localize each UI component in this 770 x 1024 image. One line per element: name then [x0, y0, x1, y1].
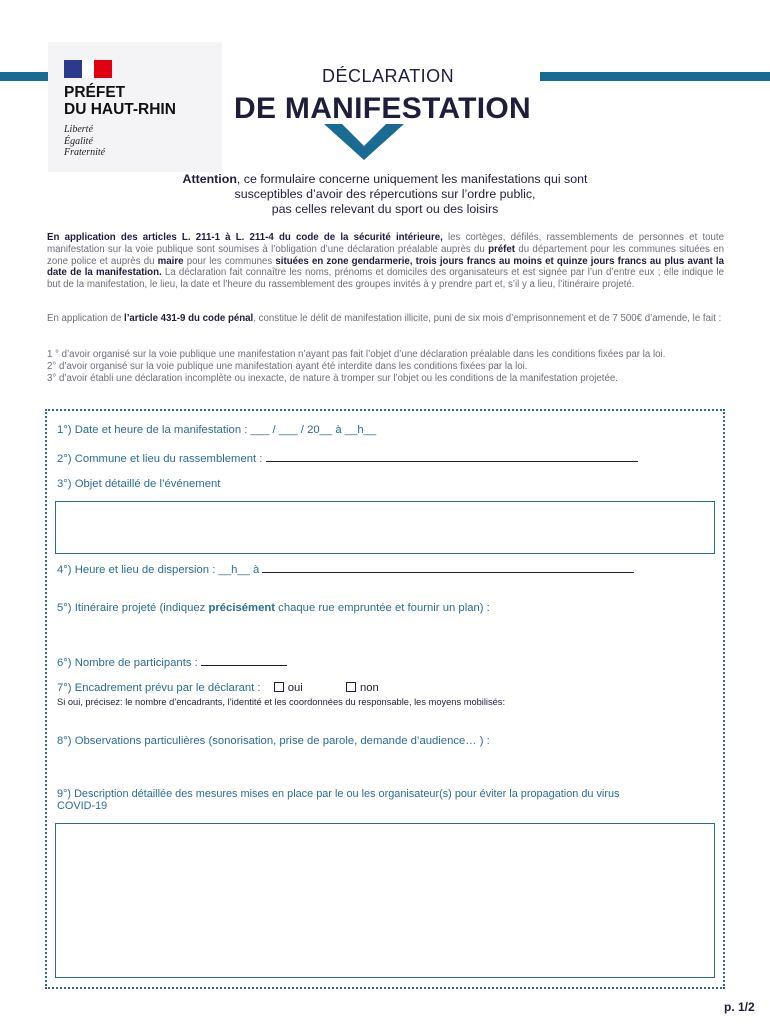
event-object-textbox[interactable] [55, 501, 715, 554]
rally-location-input[interactable] [266, 451, 638, 462]
field-label: 4°) Heure et lieu de dispersion : __h__ à [57, 564, 260, 576]
field-dispersion-label [57, 562, 634, 576]
legal-text: pour les communes [183, 255, 276, 267]
field-route-label [57, 602, 490, 614]
attention-line2: susceptibles d’avoir des répercutions sur l’ordre public, [234, 187, 536, 201]
legal-ref-penal-code: l’article 431-9 du code pénal [124, 313, 254, 324]
page-number: p. 1/2 [724, 1000, 755, 1014]
legal-text: du département pour les communes situées en zone police et auprès du [47, 243, 724, 267]
prefecture-logo [48, 42, 222, 172]
declaration-form [45, 409, 725, 989]
field-label: 5°) Itinéraire projeté (indiquez [57, 602, 209, 614]
legal-paragraph-1 [47, 232, 724, 291]
republic-motto [64, 124, 105, 159]
checkbox-oui-label: oui [287, 682, 303, 694]
checkbox-non-label: non [359, 682, 379, 694]
field-supervision-label [57, 682, 379, 694]
offense-item-1: 1 ° d’avoir organisé sur la voie publique une manifestation n’ayant pas fait l’objet d’une déclaration préalable dans les conditions fixées par la loi. [47, 349, 666, 360]
field-label: 6°) Nombre de participants : [57, 657, 198, 669]
field-participants-label [57, 655, 287, 669]
supervision-instructions: Si oui, précisez: le nombre d’encadrants, l’identité et les coordonnées du responsable, les moyens mobilisés: [57, 697, 506, 707]
legal-paragraph-2 [47, 313, 724, 325]
field-observations-label: 8°) Observations particulières (sonorisation, prise de parole, demande d’audience… ) : [57, 735, 490, 747]
field-event-object-label: 3°) Objet détaillé de l’événement [57, 478, 221, 490]
motto-egalite: Égalité [64, 135, 93, 147]
legal-text: La déclaration fait connaître les noms, prénoms et domiciles des organisateurs et est signée par l’un d’entre eux ; elle indique le but de la manifestation, le lieu, la date et l’heure du rassemblement des groupes invités à y prendre part et, s’il y a lieu, l’itinéraire projeté. [47, 267, 724, 291]
attention-line3: pas celles relevant du sport ou des loisirs [271, 202, 499, 216]
field-label-emphasis: précisément [208, 602, 276, 614]
field-label: COVID-19 [57, 800, 108, 812]
checkbox-oui[interactable] [274, 682, 284, 692]
field-rally-location-label [57, 451, 638, 465]
legal-text: En application de [47, 313, 125, 324]
field-date-time[interactable]: 1°) Date et heure de la manifestation : ___ / ___ / 20__ à __h__ [57, 424, 377, 436]
attention-lead: Attention [182, 172, 237, 186]
logo-title [64, 84, 176, 118]
header-band-right [540, 72, 770, 81]
motto-liberte: Liberté [64, 124, 93, 135]
field-label: chaque rue empruntée et fournir un plan) : [275, 602, 490, 614]
offense-item-2: 2° d’avoir organisé sur la voie publique une manifestation ayant été interdite dans les conditions fixées par la loi. [47, 360, 528, 372]
chevron-down-icon [324, 124, 404, 160]
field-covid-measures-label [57, 788, 620, 812]
covid-measures-textbox[interactable] [55, 823, 715, 978]
page-title: DE MANIFESTATION [234, 92, 532, 125]
logo-line1: PRÉFET [64, 84, 126, 101]
legal-paragraph-3 [47, 349, 724, 384]
field-label: 7°) Encadrement prévu par le déclarant : [57, 682, 261, 694]
legal-bold-deadline: situées en zone gendarmerie, trois jours francs au moins et quinze jours francs au plus avant la date de la manifestation. [47, 255, 725, 279]
marianne-flag-icon [64, 60, 112, 78]
legal-ref-articles: En application des articles L. 211-1 à L. 211-4 du code de la sécurité intérieure, [47, 232, 443, 243]
field-label: 2°) Commune et lieu du rassemblement : [57, 453, 263, 465]
dispersion-location-input[interactable] [262, 562, 634, 573]
logo-line2: DU HAUT-RHIN [64, 101, 176, 118]
attention-line1: , ce formulaire concerne uniquement les manifestations qui sont [236, 172, 588, 186]
header-band-left [0, 72, 48, 81]
participants-input[interactable] [201, 655, 287, 666]
legal-text: les cortèges, défilés, rassemblements de personnes et toute manifestation sur la voie publique sont soumises à l’obligation d’une déclaration préalable auprès du [47, 232, 724, 255]
checkbox-non[interactable] [346, 682, 356, 692]
legal-bold-maire: maire [157, 255, 184, 267]
title-top: DÉCLARATION [322, 66, 455, 86]
attention-notice [110, 172, 660, 217]
legal-text: , constitue le délit de manifestation illicite, puni de six mois d’emprisonnement et de 7 500€ d’amende, le fait : [253, 313, 722, 324]
offense-item-3: 3° d’avoir établi une déclaration incomplète ou inexacte, de nature à tromper sur l’objet ou les conditions de la manifestation projetée. [47, 372, 618, 384]
motto-fraternite: Fraternité [64, 147, 106, 158]
field-label: 9°) Description détaillée des mesures mises en place par le ou les organisateur(s) pour éviter la propagation du virus [57, 788, 620, 800]
legal-bold-prefet: préfet [488, 243, 516, 255]
